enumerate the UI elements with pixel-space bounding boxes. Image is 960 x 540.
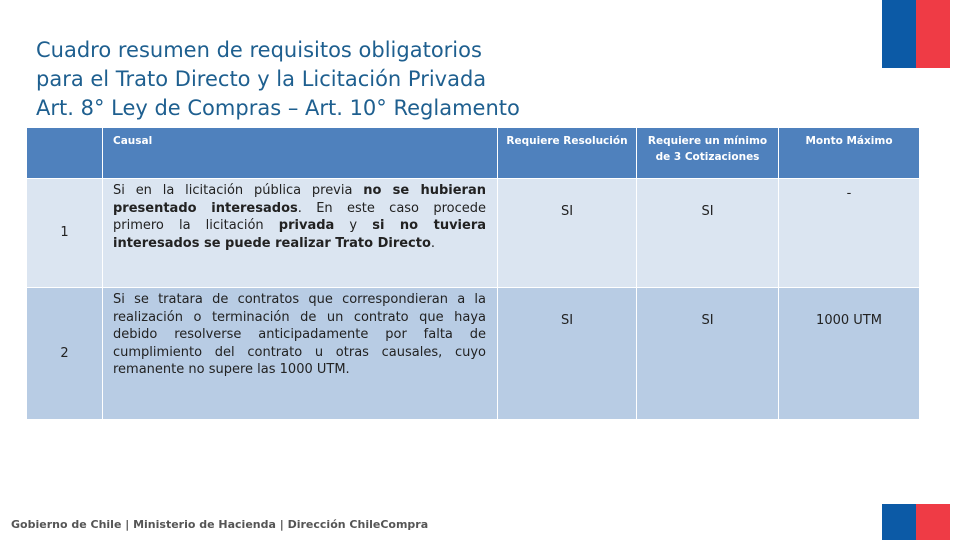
flag-blue-stripe xyxy=(882,504,916,540)
row-requiere-resolucion: SI xyxy=(498,179,637,288)
footer-text: Gobierno de Chile | Ministerio de Hacienda | Dirección ChileCompra xyxy=(11,518,429,531)
header-requiere-cotizaciones: Requiere un mínimo de 3 Cotizaciones xyxy=(637,128,779,179)
row-causal xyxy=(103,179,498,288)
title-line-3: Art. 8° Ley de Compras – Art. 10° Reglamento xyxy=(36,96,520,120)
row-monto-maximo: 1000 UTM xyxy=(779,288,920,420)
flag-red-stripe xyxy=(916,0,950,68)
causal-bold-text: si no tuviera interesados se puede realizar Trato Directo xyxy=(113,218,487,251)
title-line-1: Cuadro resumen de requisitos obligatorios xyxy=(36,38,482,62)
table-row xyxy=(27,179,920,288)
causal-text: Si en la licitación pública previa xyxy=(113,183,364,198)
header-causal: Causal xyxy=(103,128,498,179)
row-causal: Si se tratara de contratos que correspondieran a la realización o terminación de un contrato que haya debido resolverse anticipadamente por falta de cumplimiento del contrato u otras causales, cuyo remanente no supere las 1000 UTM. xyxy=(103,288,498,420)
causal-text: . En este caso procede primero la licitación xyxy=(113,200,486,233)
header-number xyxy=(27,128,103,179)
causal-text: y xyxy=(334,218,373,233)
row-number: 2 xyxy=(27,288,103,420)
table-header-row xyxy=(27,128,920,179)
row-number: 1 xyxy=(27,179,103,288)
header-requiere-resolucion: Requiere Resolución xyxy=(498,128,637,179)
flag-red-stripe xyxy=(916,504,950,540)
causal-text: . xyxy=(430,235,436,251)
row-requiere-cotizaciones: SI xyxy=(637,179,779,288)
row-requiere-resolucion: SI xyxy=(498,288,637,420)
chile-flag-logo-bottom xyxy=(882,504,950,540)
table-row xyxy=(27,288,920,420)
row-requiere-cotizaciones: SI xyxy=(637,288,779,420)
causal-bold-text: no se hubieran presentado interesados xyxy=(113,183,486,216)
chile-flag-logo-top xyxy=(882,0,950,68)
title-line-2: para el Trato Directo y la Licitación Privada xyxy=(36,67,487,91)
page-title xyxy=(36,36,796,123)
row-monto-maximo: - xyxy=(779,179,920,288)
requirements-table xyxy=(26,127,920,420)
causal-bold-text: privada xyxy=(278,218,335,233)
header-monto-maximo: Monto Máximo xyxy=(779,128,920,179)
flag-blue-stripe xyxy=(882,0,916,68)
